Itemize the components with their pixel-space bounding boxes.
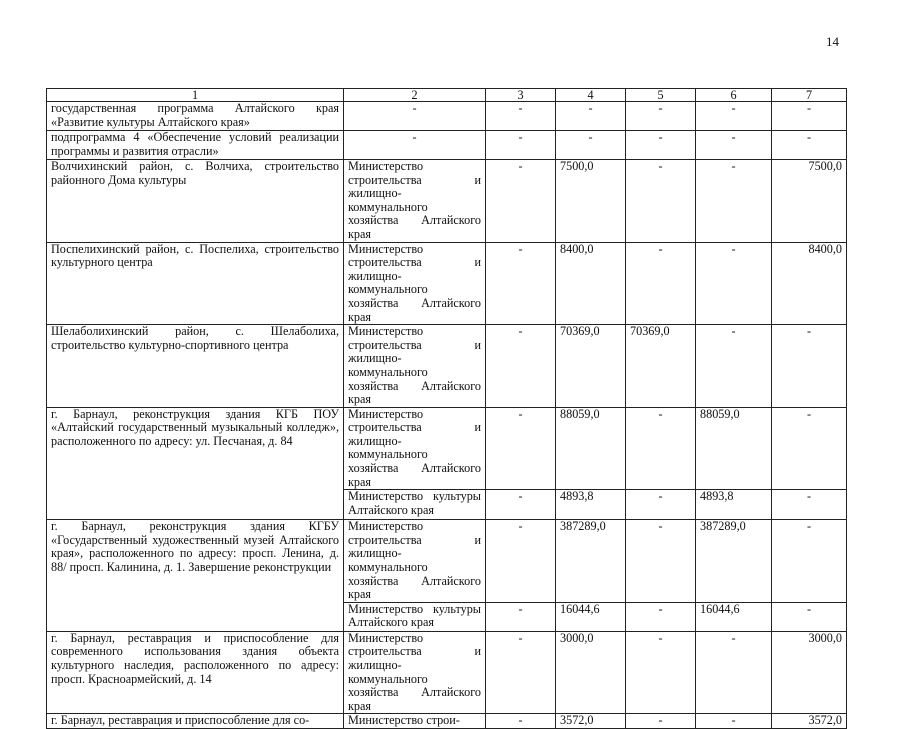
responsible-cell: Министерство строительства и жилищно-коммунального хозяйства Алтайского края (344, 407, 486, 490)
value-cell: 4893,8 (696, 490, 772, 520)
column-header: 2 (344, 89, 486, 102)
value-cell: 16044,6 (556, 602, 626, 631)
responsible-cell: - (344, 102, 486, 131)
value-cell: - (556, 131, 626, 160)
value-cell: - (626, 131, 696, 160)
column-header: 3 (486, 89, 556, 102)
value-cell: 3000,0 (772, 631, 847, 714)
value-cell: - (772, 131, 847, 160)
value-cell: 16044,6 (696, 602, 772, 631)
value-cell: 8400,0 (772, 242, 847, 325)
value-cell: - (772, 602, 847, 631)
value-cell: - (696, 102, 772, 131)
value-cell: - (696, 714, 772, 729)
column-header: 5 (626, 89, 696, 102)
value-cell: - (696, 325, 772, 408)
value-cell: - (626, 102, 696, 131)
value-cell: - (486, 714, 556, 729)
responsible-cell: Министерство строи- (344, 714, 486, 729)
table-row (47, 325, 847, 408)
value-cell: - (626, 602, 696, 631)
object-name-cell: г. Барнаул, реконструкция здания КГБ ПОУ «Алтайский государственный музыкальный колледж», расположенного по адресу: ул. Песчаная, д. 84 (47, 407, 344, 520)
table-row (47, 242, 847, 325)
table-row (47, 407, 847, 490)
value-cell: 4893,8 (556, 490, 626, 520)
value-cell: - (696, 242, 772, 325)
object-name-cell: г. Барнаул, реставрация и приспособление для со- (47, 714, 344, 729)
value-cell: 88059,0 (556, 407, 626, 490)
program-table (46, 88, 847, 729)
value-cell: - (772, 407, 847, 490)
responsible-cell: - (344, 131, 486, 160)
object-name-cell: Поспелихинский район, с. Поспелиха, строительство культурного центра (47, 242, 344, 325)
value-cell: - (772, 325, 847, 408)
value-cell: 70369,0 (556, 325, 626, 408)
page-number: 14 (826, 34, 839, 49)
object-name-cell: г. Барнаул, реставрация и приспособление для современного использования здания объекта культурного наследия, расположенного по адресу: просп. Красноармейский, д. 14 (47, 631, 344, 714)
value-cell: 7500,0 (556, 160, 626, 243)
value-cell: 88059,0 (696, 407, 772, 490)
value-cell: 387289,0 (696, 520, 772, 603)
value-cell: - (626, 631, 696, 714)
column-header: 6 (696, 89, 772, 102)
value-cell: - (486, 631, 556, 714)
value-cell: 8400,0 (556, 242, 626, 325)
table-row (47, 131, 847, 160)
value-cell: - (772, 520, 847, 603)
responsible-cell: Министерство строительства и жилищно-коммунального хозяйства Алтайского края (344, 242, 486, 325)
value-cell: - (486, 242, 556, 325)
column-header: 7 (772, 89, 847, 102)
value-cell: - (696, 160, 772, 243)
value-cell: 70369,0 (626, 325, 696, 408)
value-cell: - (626, 490, 696, 520)
value-cell: - (486, 407, 556, 490)
table-row (47, 520, 847, 603)
value-cell: - (626, 407, 696, 490)
value-cell: 387289,0 (556, 520, 626, 603)
table-row (47, 631, 847, 714)
object-name-cell: г. Барнаул, реконструкция здания КГБУ «Государственный художественный музей Алтайского края», расположенного по адресу: просп. Ленина, д. 88/ просп. Калинина, д. 1. Завершение реконструкции (47, 520, 344, 632)
value-cell: - (626, 714, 696, 729)
responsible-cell: Министерство строительства и жилищно-коммунального хозяйства Алтайского края (344, 631, 486, 714)
value-cell: - (772, 490, 847, 520)
value-cell: - (486, 490, 556, 520)
value-cell: - (486, 131, 556, 160)
value-cell: 3000,0 (556, 631, 626, 714)
responsible-cell: Министерство культуры Алтайского края (344, 490, 486, 520)
value-cell: - (486, 602, 556, 631)
value-cell: - (626, 520, 696, 603)
object-name-cell: Шелаболихинский район, с. Шелаболиха, строительство культурно-спортивного центра (47, 325, 344, 408)
object-name-cell: государственная программа Алтайского края «Развитие культуры Алтайского края» (47, 102, 344, 131)
table-header-row (47, 89, 847, 102)
object-name-cell: Волчихинский район, с. Волчиха, строительство районного Дома культуры (47, 160, 344, 243)
column-header: 4 (556, 89, 626, 102)
column-header: 1 (47, 89, 344, 102)
value-cell: - (486, 102, 556, 131)
value-cell: 7500,0 (772, 160, 847, 243)
responsible-cell: Министерство строительства и жилищно-коммунального хозяйства Алтайского края (344, 325, 486, 408)
responsible-cell: Министерство строительства и жилищно-коммунального хозяйства Алтайского края (344, 160, 486, 243)
value-cell: 3572,0 (772, 714, 847, 729)
value-cell: - (486, 325, 556, 408)
table-row (47, 102, 847, 131)
table-row (47, 160, 847, 243)
responsible-cell: Министерство культуры Алтайского края (344, 602, 486, 631)
value-cell: - (696, 631, 772, 714)
responsible-cell: Министерство строительства и жилищно-коммунального хозяйства Алтайского края (344, 520, 486, 603)
value-cell: - (486, 520, 556, 603)
value-cell: - (486, 160, 556, 243)
object-name-cell: подпрограмма 4 «Обеспечение условий реализации программы и развития отрасли» (47, 131, 344, 160)
value-cell: - (626, 242, 696, 325)
table-row (47, 714, 847, 729)
value-cell: - (626, 160, 696, 243)
value-cell: 3572,0 (556, 714, 626, 729)
value-cell: - (772, 102, 847, 131)
value-cell: - (696, 131, 772, 160)
value-cell: - (556, 102, 626, 131)
